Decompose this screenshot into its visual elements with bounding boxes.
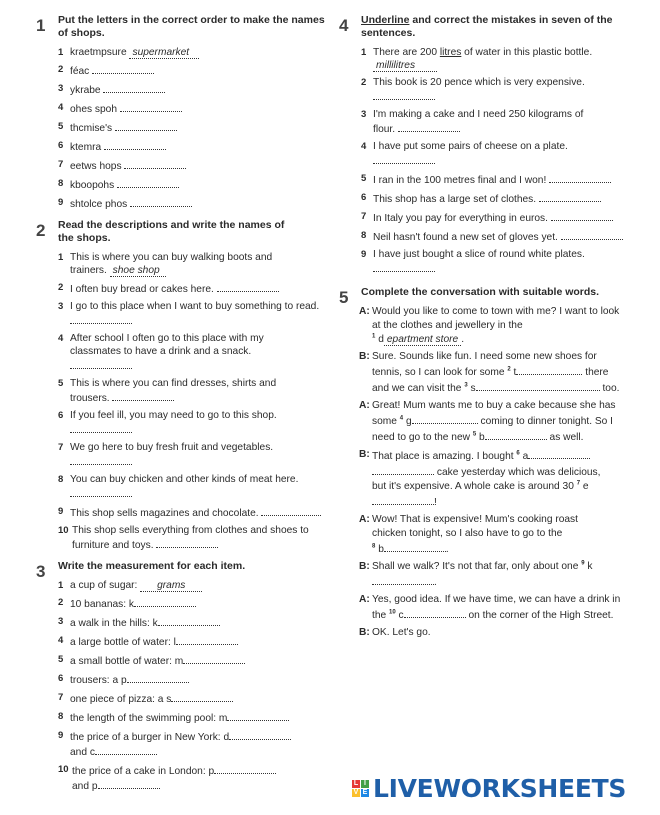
answer-field[interactable]: millilitres: [373, 60, 437, 72]
answer-field[interactable]: [485, 429, 547, 440]
answer-field[interactable]: shoe shop: [110, 265, 166, 277]
answer-field[interactable]: [98, 778, 160, 789]
exercise-instruction: Put the letters in the correct order to make the names of shops.: [58, 14, 325, 39]
exercise-item: 1 This is where you can buy walking boots and trainers. shoe shop: [58, 252, 273, 276]
answer-field[interactable]: [112, 390, 174, 401]
speaker-label: A:: [359, 400, 370, 411]
exercise-3: [36, 560, 326, 793]
exercise-item: 9 the price of a burger in New York: d and c: [58, 729, 326, 759]
exercise-item: 10 This shop sells everything from clothes and shoes to furniture and toys.: [58, 525, 309, 551]
speaker-label: A:: [359, 306, 370, 317]
speaker-label: B:: [359, 351, 370, 362]
speaker-label: A:: [359, 594, 370, 605]
answer-field[interactable]: [183, 653, 245, 664]
exercise-item: 9 I have just bought a slice of round white plates.: [361, 248, 639, 276]
answer-field[interactable]: [115, 120, 177, 131]
exercise-item: 7 eetws hops: [58, 158, 326, 173]
exercise-item: 1 a cup of sugar: grams: [58, 579, 326, 592]
answer-field[interactable]: [70, 454, 132, 465]
exercise-item: 10 the price of a cake in London: p and p: [58, 763, 326, 793]
exercise-item: 1 kraetmpsure supermarket: [58, 46, 326, 59]
exercise-item: 1 There are 200 litres of water in this plastic bottle. millilitres: [361, 47, 593, 71]
answer-field[interactable]: [404, 607, 466, 618]
answer-field[interactable]: supermarket: [129, 47, 199, 59]
exercise-item: 6 ktemra: [58, 139, 326, 154]
answer-field[interactable]: [261, 505, 321, 516]
answer-field[interactable]: [561, 229, 623, 240]
answer-field[interactable]: [158, 615, 220, 626]
exercise-item: 3 ykrabe: [58, 82, 326, 97]
answer-field[interactable]: [372, 494, 434, 505]
answer-field[interactable]: [124, 158, 186, 169]
exercise-item: 8 kboopohs: [58, 177, 326, 192]
answer-field[interactable]: [156, 537, 218, 548]
answer-field[interactable]: [92, 63, 154, 74]
logo-mark-icon: L I V E: [353, 780, 368, 796]
exercise-item: 2 féac: [58, 63, 326, 78]
exercise-item: 3 I go to this place when I want to buy something to read.: [58, 300, 326, 328]
answer-field[interactable]: [372, 464, 434, 475]
answer-field[interactable]: grams: [140, 580, 202, 592]
answer-field[interactable]: epartment store: [384, 334, 461, 346]
dialogue-line: A: Would you like to come to town with me? I want to look at the clothes and jewellery in the $^1$ d epartment store .: [359, 306, 620, 345]
answer-field[interactable]: [373, 89, 435, 100]
answer-field[interactable]: [384, 541, 446, 552]
answer-field[interactable]: [171, 691, 233, 702]
right-column: [339, 14, 639, 648]
exercise-item: 6 trousers: a p: [58, 672, 326, 687]
answer-field[interactable]: [95, 744, 157, 755]
dialogue-line: B: That place is amazing. I bought $^6$ a cake yesterday which was delicious, but it's expensive. A whole cake is around 30 $^7$ e!: [359, 449, 601, 508]
answer-field[interactable]: [373, 261, 435, 272]
answer-field[interactable]: [120, 101, 182, 112]
exercise-item: 8 the length of the swimming pool: m: [58, 710, 326, 725]
answer-field[interactable]: [70, 358, 132, 369]
left-column: [36, 14, 326, 801]
exercise-item: 6 This shop has a large set of clothes.: [361, 191, 639, 206]
speaker-label: B:: [359, 561, 370, 572]
exercise-item: 4 a large bottle of water: l: [58, 634, 326, 649]
answer-field[interactable]: [70, 313, 132, 324]
answer-field[interactable]: [227, 710, 289, 721]
exercise-item: 5 This is where you can find dresses, shirts and trousers.: [58, 378, 277, 404]
dialogue-line: B: Shall we walk? It's not that far, only about one $^9$ k.: [359, 560, 593, 588]
exercise-item: 7 We go here to buy fresh fruit and vegetables.: [58, 441, 326, 469]
exercise-item: 7 one piece of pizza: a s: [58, 691, 326, 706]
answer-field[interactable]: [134, 596, 196, 607]
exercise-number: 3: [36, 562, 46, 581]
exercise-instruction: Write the measurement for each item.: [58, 560, 246, 572]
exercise-item: 4 After school I often go to this place with my classmates to have a drink and a snack.: [58, 332, 285, 373]
answer-field[interactable]: [549, 172, 611, 183]
exercise-item: 9 This shop sells magazines and chocolate.: [58, 505, 326, 520]
answer-field[interactable]: [229, 729, 291, 740]
exercise-number: 2: [36, 221, 46, 240]
exercise-instruction: Underline and correct the mistakes in seven of the sentences.: [361, 14, 613, 39]
speaker-label: B:: [359, 449, 370, 460]
exercise-4: [339, 14, 639, 276]
exercise-item: 7 In Italy you pay for everything in euros.: [361, 210, 639, 225]
answer-field[interactable]: [551, 210, 613, 221]
dialogue-line: B: Sure. Sounds like fun. I need some new shoes for tennis, so I can look for some $^2$ t there and we can visit the $^3$ s too.: [359, 351, 620, 394]
exercise-5: [339, 286, 639, 640]
answer-field[interactable]: [217, 281, 279, 292]
answer-field[interactable]: [127, 672, 189, 683]
speaker-label: B:: [359, 627, 370, 638]
exercise-2: [36, 219, 326, 552]
underlined-mistake: litres: [439, 47, 462, 58]
exercise-item: 6 If you feel ill, you may need to go to this shop.: [58, 409, 326, 437]
answer-field[interactable]: [117, 177, 179, 188]
speaker-label: A:: [359, 514, 370, 525]
exercise-item: 3 I'm making a cake and I need 250 kilograms of flour.: [361, 109, 584, 135]
exercise-item: 5 thcmise's: [58, 120, 326, 135]
answer-field[interactable]: [539, 191, 601, 202]
exercise-item: 8 Neil hasn't found a new set of gloves yet.: [361, 229, 639, 244]
exercise-item: 2 I often buy bread or cakes here.: [58, 281, 326, 296]
dialogue-line: A: Great! Mum wants me to buy a cake because she has some $^4$ g coming to dinner tonight. So I need to go to the new $^5$ b as well.: [359, 400, 616, 443]
logo-text: LIVEWORKSHEETS: [373, 774, 627, 803]
dialogue-line: A: Yes, good idea. If we have time, we can have a drink in the $^{10}$ c on the corner of the High Street.: [359, 594, 621, 621]
exercise-item: 2 10 bananas: k: [58, 596, 326, 611]
exercise-number: 5: [339, 288, 349, 307]
answer-field[interactable]: [516, 364, 582, 375]
exercise-item: 4 ohes spoh: [58, 101, 326, 116]
answer-field[interactable]: [214, 763, 276, 774]
answer-field[interactable]: [176, 634, 238, 645]
answer-field[interactable]: [372, 574, 434, 585]
exercise-item: 5 I ran in the 100 metres final and I won!: [361, 172, 639, 187]
exercise-number: 1: [36, 16, 46, 35]
dialogue-line: A: Wow! That is expensive! Mum's cooking roast chicken tonight, so I also have to go to the $^8$ b .: [359, 514, 578, 555]
answer-field[interactable]: [104, 139, 166, 150]
exercise-instruction: Read the descriptions and write the names of the shops.: [58, 219, 285, 244]
exercise-1: [36, 14, 326, 211]
exercise-number: 4: [339, 16, 349, 35]
answer-field[interactable]: [476, 380, 600, 391]
exercise-item: 8 You can buy chicken and other kinds of meat here.: [58, 473, 326, 501]
dialogue-line: B: OK. Let's go.: [359, 627, 431, 638]
answer-field[interactable]: [70, 486, 132, 497]
answer-field[interactable]: [103, 82, 165, 93]
exercise-item: 9 shtolce phos: [58, 196, 326, 211]
answer-field[interactable]: [130, 196, 192, 207]
liveworksheets-logo: [352, 774, 626, 803]
answer-field[interactable]: [412, 413, 478, 424]
answer-field[interactable]: [398, 121, 460, 132]
exercise-instruction: Complete the conversation with suitable words.: [361, 286, 600, 298]
answer-field[interactable]: [373, 153, 435, 164]
answer-field[interactable]: [70, 422, 132, 433]
exercise-item: 3 a walk in the hills: k: [58, 615, 326, 630]
exercise-item: 2 This book is 20 pence which is very expensive.: [361, 76, 639, 104]
exercise-item: 5 a small bottle of water: m: [58, 653, 326, 668]
exercise-item: 4 I have put some pairs of cheese on a plate.: [361, 140, 639, 168]
answer-field[interactable]: [528, 448, 590, 459]
